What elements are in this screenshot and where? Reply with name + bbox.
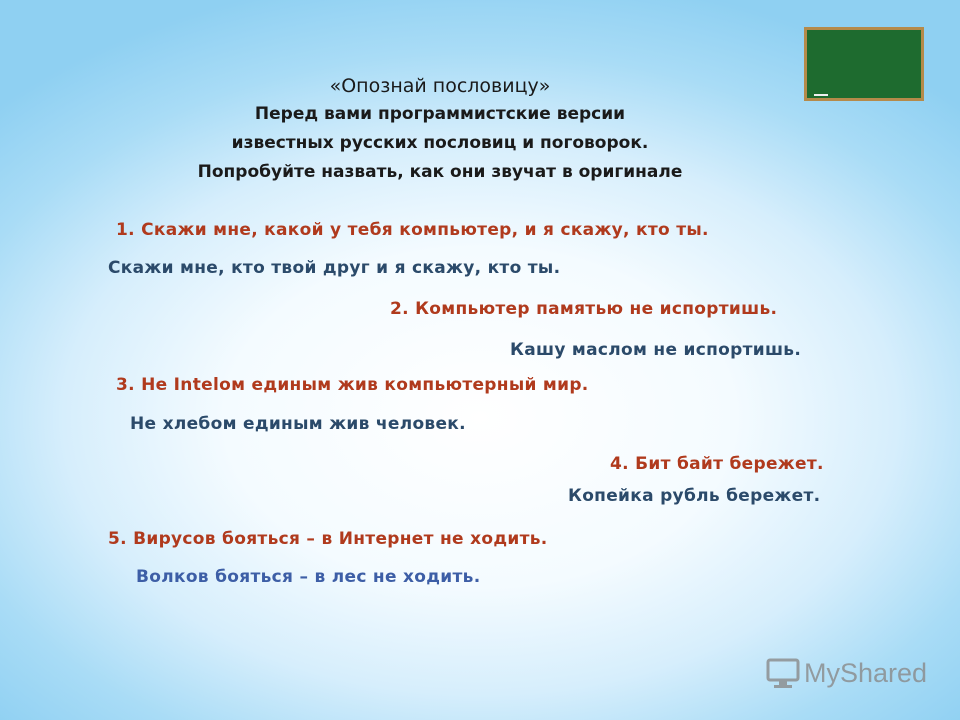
page-title: «Опознай пословицу» — [329, 75, 551, 97]
proverb-2-modified: 2. Компьютер памятью не испортишь. — [390, 299, 778, 319]
watermark-text-b: Shared — [840, 657, 928, 688]
proverb-5-original: Волков бояться – в лес не ходить. — [136, 567, 481, 587]
proverb-4-modified: 4. Бит байт бережет. — [610, 454, 824, 474]
chalkboard-surface — [807, 30, 921, 98]
chalkboard-icon — [804, 27, 924, 101]
proverb-3-original: Не хлебом единым жив человек. — [130, 414, 466, 434]
monitor-icon — [766, 656, 800, 690]
chalk-piece — [814, 94, 828, 96]
title-block — [150, 72, 730, 187]
watermark-text — [804, 658, 927, 689]
proverb-2-original: Кашу маслом не испортишь. — [510, 340, 802, 360]
proverb-4-original: Копейка рубль бережет. — [568, 486, 821, 506]
proverb-3-modified: 3. Не Intelом единым жив компьютерный мир. — [116, 375, 589, 395]
proverb-5-modified: 5. Вирусов бояться – в Интернет не ходить. — [108, 529, 548, 549]
watermark-text-a: My — [804, 657, 840, 688]
subtitle-line-1: Перед вами программистские версии — [254, 104, 626, 124]
watermark — [766, 656, 927, 690]
proverb-1-original: Скажи мне, кто твой друг и я скажу, кто ты. — [108, 258, 561, 278]
subtitle-line-3: Попробуйте назвать, как они звучат в оригинале — [197, 162, 683, 182]
subtitle-line-2: известных русских пословиц и поговорок. — [231, 133, 649, 153]
proverb-1-modified: 1. Скажи мне, какой у тебя компьютер, и я скажу, кто ты. — [116, 220, 709, 240]
